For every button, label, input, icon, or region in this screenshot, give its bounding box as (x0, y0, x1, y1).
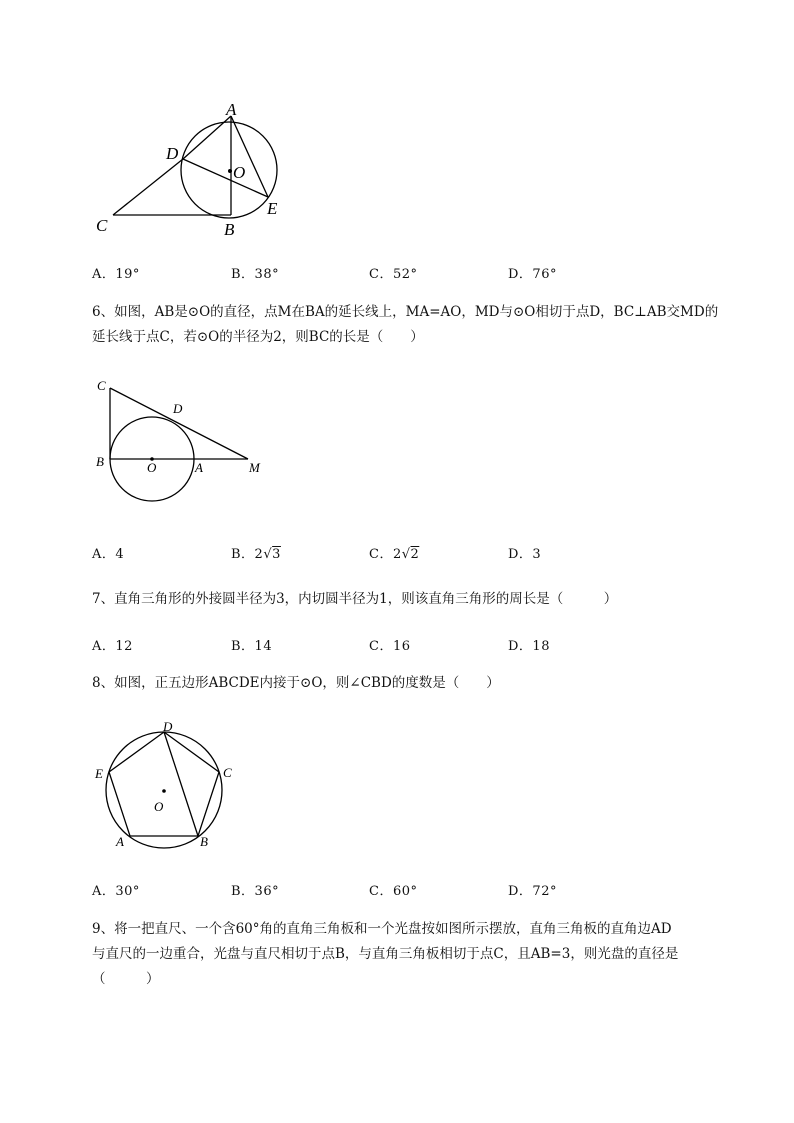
figure-q5-circle-tangent (90, 95, 300, 240)
q6-option-d[interactable]: D．3 (508, 547, 542, 562)
q5-option-b[interactable]: B．38° (231, 267, 280, 282)
sqrt-symbol: √ (263, 547, 273, 562)
label-m: M (249, 460, 260, 475)
label-d: D (173, 401, 183, 416)
q6-line-2: 延长线于点C，若⊙O的半径为2，则BC的长是（ ） (92, 329, 424, 345)
label-a: A (226, 100, 237, 119)
q6-text (92, 300, 742, 350)
q9-line-1: 9、将一把直尺、一个含60°角的直角三角板和一个光盘按如图所示摆放，直角三角板的直角边AD (92, 921, 672, 937)
q6-option-b-prefix: B．2 (231, 547, 264, 562)
q9-line-2: 与直尺的一边重合，光盘与直尺相切于点B，与直角三角板相切于点C，且AB=3，则光盘的直径是 (92, 946, 679, 962)
label-b: B (200, 834, 208, 849)
q6-option-b[interactable] (231, 543, 281, 562)
label-e: E (267, 199, 278, 218)
figure-q6-circle-tangent (92, 375, 272, 505)
q7-option-d[interactable]: D．18 (508, 639, 550, 654)
q7-option-a[interactable]: A．12 (92, 639, 133, 654)
q5-option-d[interactable]: D．76° (508, 267, 557, 282)
center-point (162, 789, 166, 793)
segment-da (183, 116, 231, 159)
q9-text (92, 917, 742, 992)
label-b: B (224, 220, 235, 239)
label-c: C (97, 378, 106, 393)
q7-option-c[interactable]: C．16 (369, 639, 411, 654)
segment-ae (231, 116, 268, 197)
q5-option-a[interactable]: A．19° (92, 267, 140, 282)
label-c: C (223, 765, 232, 780)
q7-line-1: 7、直角三角形的外接圆半径为3，内切圆半径为1，则该直角三角形的周长是（ ） (92, 591, 618, 607)
q6-option-b-radicand: 3 (272, 547, 281, 562)
q8-line-1: 8、如图，正五边形ABCDE内接于⊙O，则∠CBD的度数是（ ） (92, 675, 500, 691)
label-a: A (116, 834, 124, 849)
label-o: O (147, 460, 157, 475)
segment-db (164, 732, 198, 836)
q8-text (92, 671, 742, 696)
q5-option-c[interactable]: C．52° (369, 267, 418, 282)
label-o: O (233, 163, 246, 182)
q6-line-1: 6、如图，AB是⊙O的直径，点M在BA的延长线上，MA=AO，MD与⊙O相切于点D，BC⊥AB交MD的 (92, 304, 719, 320)
label-d: D (163, 719, 173, 734)
q9-line-3: （ ） (92, 971, 160, 987)
figure-q8-pentagon (90, 715, 240, 855)
q7-text (92, 587, 742, 612)
q8-option-c[interactable]: C．60° (369, 884, 418, 899)
q8-option-b[interactable]: B．36° (231, 884, 280, 899)
label-d: D (166, 144, 179, 163)
label-e: E (95, 766, 103, 781)
pentagon-abcde (109, 732, 219, 836)
q8-option-a[interactable]: A．30° (92, 884, 140, 899)
sqrt-symbol: √ (401, 547, 411, 562)
label-b: B (96, 454, 104, 469)
label-c: C (96, 216, 108, 235)
q6-option-c-prefix: C．2 (369, 547, 402, 562)
q6-option-c[interactable] (369, 543, 419, 562)
label-o: O (154, 799, 164, 814)
q8-option-d[interactable]: D．72° (508, 884, 557, 899)
q6-option-a[interactable]: A．4 (92, 547, 125, 562)
q6-option-c-radicand: 2 (410, 547, 420, 562)
segment-de (183, 159, 268, 197)
segment-cd (113, 159, 183, 215)
center-point (228, 169, 232, 173)
q7-option-b[interactable]: B．14 (231, 639, 273, 654)
label-a: A (195, 460, 203, 475)
